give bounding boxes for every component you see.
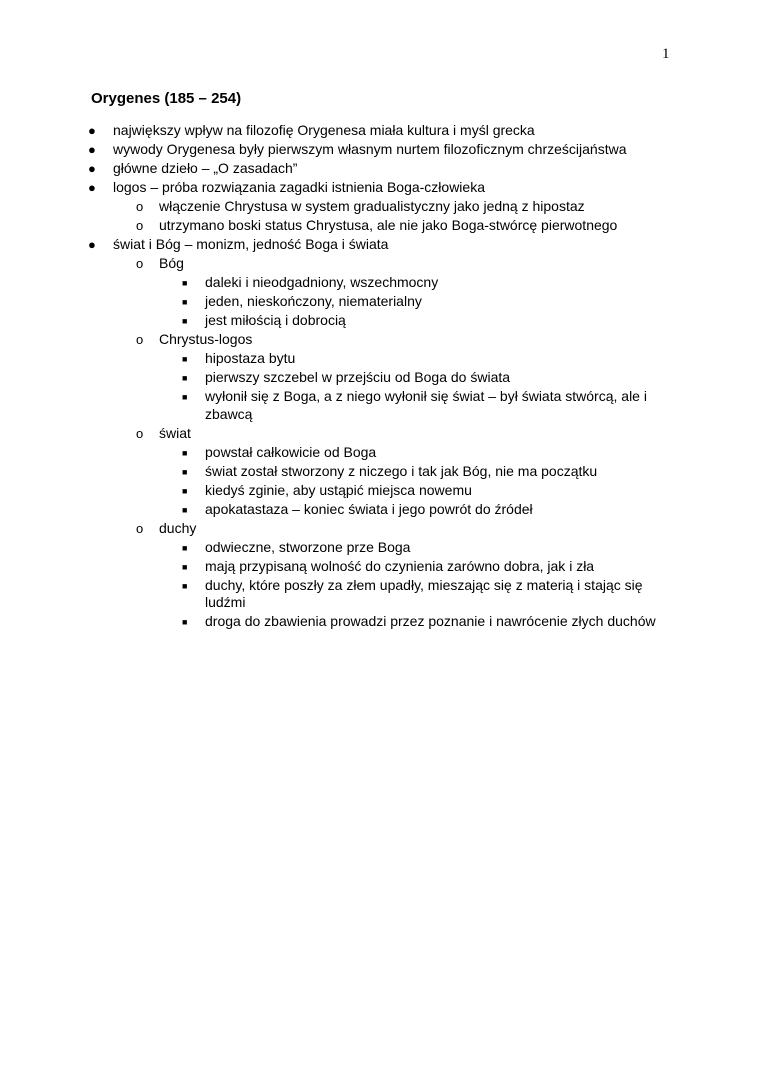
item-text: duchy	[159, 519, 197, 536]
square-marker-icon: ■	[182, 561, 188, 572]
sub-sub-list-item	[0, 501, 760, 519]
sub-sub-list-item	[0, 463, 760, 481]
sub-list-item	[0, 331, 760, 349]
item-text: hipostaza bytu	[205, 350, 296, 366]
square-marker-icon: ■	[182, 373, 188, 383]
square-marker-icon: ■	[182, 447, 188, 458]
square-marker-icon: ■	[182, 617, 188, 627]
sub-sub-list-item	[0, 369, 760, 387]
item-text: utrzymano boski status Chrystusa, ale nie jako Boga-stwórcę pierwotnego	[159, 217, 618, 233]
square-marker-icon: ■	[182, 278, 188, 288]
sub-list-item	[0, 520, 760, 538]
circle-marker-icon: o	[136, 199, 144, 214]
circle-marker-icon: o	[136, 520, 144, 536]
item-text: jest miłością i dobrocią	[205, 312, 346, 328]
item-text: Bóg	[159, 255, 184, 271]
sub-sub-list-item	[0, 444, 760, 462]
item-text: największy wpływ na filozofię Orygenesa miała kultura i myśl grecka	[113, 122, 535, 138]
item-text: duchy, które poszły za złem upadły, mieszając się z materią i stając się ludźmi	[205, 576, 643, 610]
item-text: apokatastaza – koniec świata i jego powrót do źródeł	[205, 500, 533, 517]
bullet-marker-icon: ●	[88, 180, 96, 195]
list-item	[0, 179, 760, 197]
circle-marker-icon: o	[136, 256, 144, 271]
item-text: daleki i nieodgadniony, wszechmocny	[205, 274, 439, 290]
sub-sub-list-item	[0, 613, 760, 631]
sub-sub-list-item	[0, 539, 760, 557]
item-text: pierwszy szczebel w przejściu od Boga do świata	[205, 369, 511, 385]
document-title: Orygenes (185 – 254)	[91, 90, 242, 107]
item-text: główne dzieło – „O zasadach”	[113, 160, 298, 176]
page-number: 1	[662, 46, 670, 62]
item-text: świat został stworzony z niczego i tak jak Bóg, nie ma początku	[205, 462, 598, 479]
square-marker-icon: ■	[182, 316, 188, 326]
square-marker-icon: ■	[182, 504, 188, 515]
list-item	[0, 236, 760, 254]
item-text: powstał całkowicie od Boga	[205, 443, 377, 460]
square-marker-icon: ■	[182, 466, 188, 477]
sub-sub-list-item	[0, 312, 760, 330]
item-text: logos – próba rozwiązania zagadki istnienia Boga-człowieka	[113, 179, 485, 195]
bullet-marker-icon: ●	[88, 161, 96, 176]
square-marker-icon: ■	[182, 485, 188, 496]
sub-sub-list-item	[0, 388, 760, 423]
item-text: droga do zbawienia prowadzi przez poznanie i nawrócenie złych duchów	[205, 613, 656, 629]
sub-list-item	[0, 217, 760, 235]
item-text: wyłonił się z Boga, a z niego wyłonił się świat – był świata stwórcą, ale i zbawcą	[205, 388, 647, 422]
square-marker-icon: ■	[182, 392, 188, 402]
sub-sub-list-item	[0, 482, 760, 500]
outline-list	[0, 122, 760, 632]
sub-sub-list-item	[0, 558, 760, 576]
item-text: świat i Bóg – monizm, jedność Boga i świata	[113, 236, 389, 252]
sub-list-item	[0, 425, 760, 443]
item-text: wywody Orygenesa były pierwszym własnym nurtem filozoficznym chrześcijaństwa	[113, 141, 627, 157]
sub-list-item	[0, 255, 760, 273]
bullet-marker-icon: ●	[88, 123, 96, 138]
square-marker-icon: ■	[182, 297, 188, 307]
bullet-marker-icon: ●	[88, 237, 96, 252]
square-marker-icon: ■	[182, 354, 188, 364]
sub-list-item	[0, 198, 760, 216]
list-item	[0, 160, 760, 178]
item-text: mają przypisaną wolność do czynienia zarówno dobra, jak i zła	[205, 557, 595, 574]
item-text: jeden, nieskończony, niematerialny	[205, 293, 422, 309]
square-marker-icon: ■	[182, 542, 188, 553]
bullet-marker-icon: ●	[88, 142, 96, 157]
sub-sub-list-item	[0, 293, 760, 311]
list-item	[0, 141, 760, 159]
item-text: kiedyś zginie, aby ustąpić miejsca nowemu	[205, 481, 472, 498]
list-item	[0, 122, 760, 140]
item-text: Chrystus-logos	[159, 331, 253, 347]
sub-sub-list-item	[0, 274, 760, 292]
item-text: świat	[159, 424, 191, 441]
circle-marker-icon: o	[136, 425, 144, 441]
circle-marker-icon: o	[136, 332, 144, 347]
item-text: włączenie Chrystusa w system gradualistyczny jako jedną z hipostaz	[159, 198, 585, 214]
circle-marker-icon: o	[136, 218, 144, 233]
sub-sub-list-item	[0, 350, 760, 368]
square-marker-icon: ■	[182, 580, 188, 591]
sub-sub-list-item	[0, 577, 760, 612]
item-text: odwieczne, stworzone prze Boga	[205, 538, 411, 555]
